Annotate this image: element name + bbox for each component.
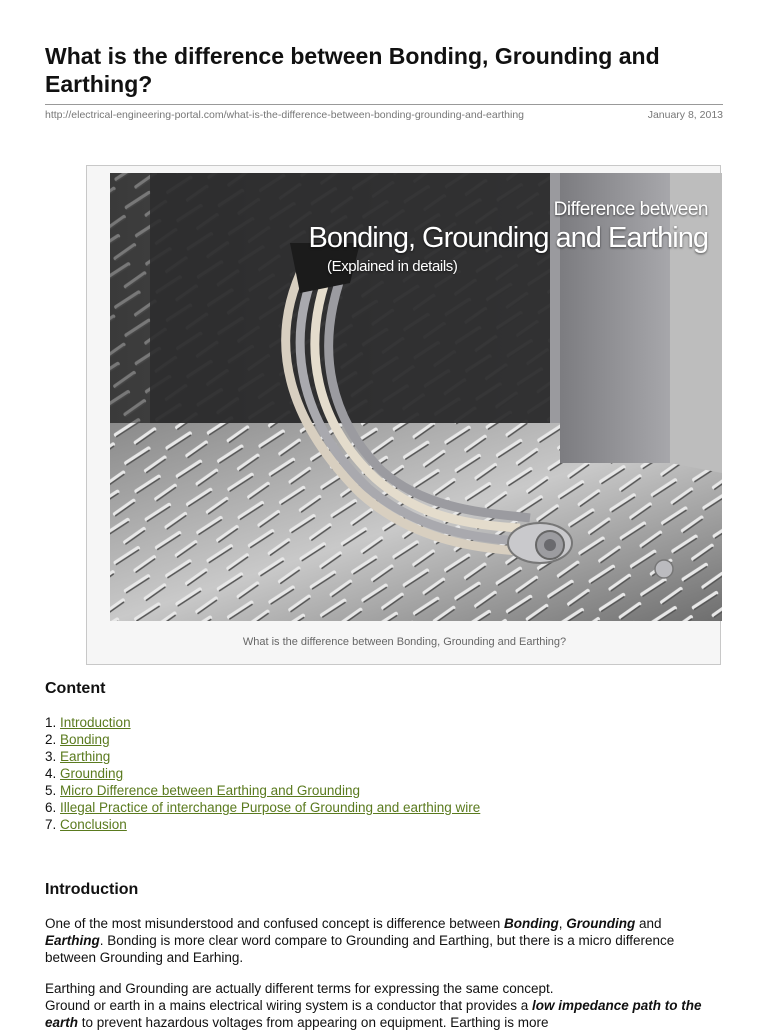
toc-number: 6. <box>45 800 57 815</box>
emphasis-grounding: Grounding <box>566 916 636 931</box>
toc-number: 7. <box>45 817 57 832</box>
toc-item <box>45 748 480 765</box>
text-run: . Bonding is more clear word compare to Grounding and Earthing, but there is a micro difference between Grounding and Earhing. <box>45 933 675 965</box>
text-run: One of the most misunderstood and confused concept is difference between <box>45 916 505 931</box>
page-title: What is the difference between Bonding, Grounding and Earthing? <box>45 43 660 97</box>
toc-number: 2. <box>45 732 57 747</box>
text-run: Earthing and Grounding are actually different terms for expressing the same concept. <box>45 981 554 996</box>
toc-link-bonding[interactable]: Bonding <box>60 732 110 747</box>
toc-link-micro-difference[interactable]: Micro Difference between Earthing and Grounding <box>60 783 360 798</box>
emphasis-earthing: Earthing <box>45 933 100 948</box>
toc-number: 3. <box>45 749 57 764</box>
featured-figure <box>86 165 721 665</box>
featured-photo <box>110 173 722 621</box>
toc-number: 1. <box>45 715 57 730</box>
toc-link-illegal-practice[interactable]: Illegal Practice of interchange Purpose of Grounding and earthing wire <box>60 800 481 815</box>
toc-item <box>45 782 480 799</box>
overlay-small-text: Difference between <box>553 199 708 220</box>
toc-link-introduction[interactable]: Introduction <box>60 715 131 730</box>
toc-item <box>45 765 480 782</box>
emphasis-bonding: Bonding <box>504 916 559 931</box>
text-run: to prevent hazardous voltages from appearing on equipment. Earthing is more <box>78 1015 549 1030</box>
emphasis-low-impedance: low impedance path to the earth <box>45 998 702 1030</box>
toc-number: 5. <box>45 783 57 798</box>
toc-link-grounding[interactable]: Grounding <box>60 766 124 781</box>
intro-paragraph-1 <box>45 915 723 966</box>
overlay-subtitle-text: (Explained in details) <box>327 258 458 275</box>
article-url[interactable]: http://electrical-engineering-portal.com/what-is-the-difference-between-bonding-grounding-and-earthing <box>45 109 524 121</box>
introduction-heading: Introduction <box>45 881 139 898</box>
table-of-contents <box>45 714 480 833</box>
intro-paragraph-2 <box>45 980 723 1031</box>
article-date: January 8, 2013 <box>647 109 723 121</box>
article-meta <box>45 104 723 125</box>
toc-item <box>45 799 480 816</box>
toc-number: 4. <box>45 766 57 781</box>
toc-item <box>45 714 480 731</box>
toc-item <box>45 731 480 748</box>
toc-link-conclusion[interactable]: Conclusion <box>60 817 127 832</box>
figure-caption: What is the difference between Bonding, Grounding and Earthing? <box>242 636 567 648</box>
content-heading: Content <box>45 680 106 697</box>
toc-link-earthing[interactable]: Earthing <box>60 749 111 764</box>
text-run: , <box>558 916 567 931</box>
text-run: and <box>635 916 662 931</box>
text-run: Ground or earth in a mains electrical wiring system is a conductor that provides a <box>45 998 532 1013</box>
overlay-title-text: Bonding, Grounding and Earthing <box>308 222 708 254</box>
toc-item <box>45 816 480 833</box>
